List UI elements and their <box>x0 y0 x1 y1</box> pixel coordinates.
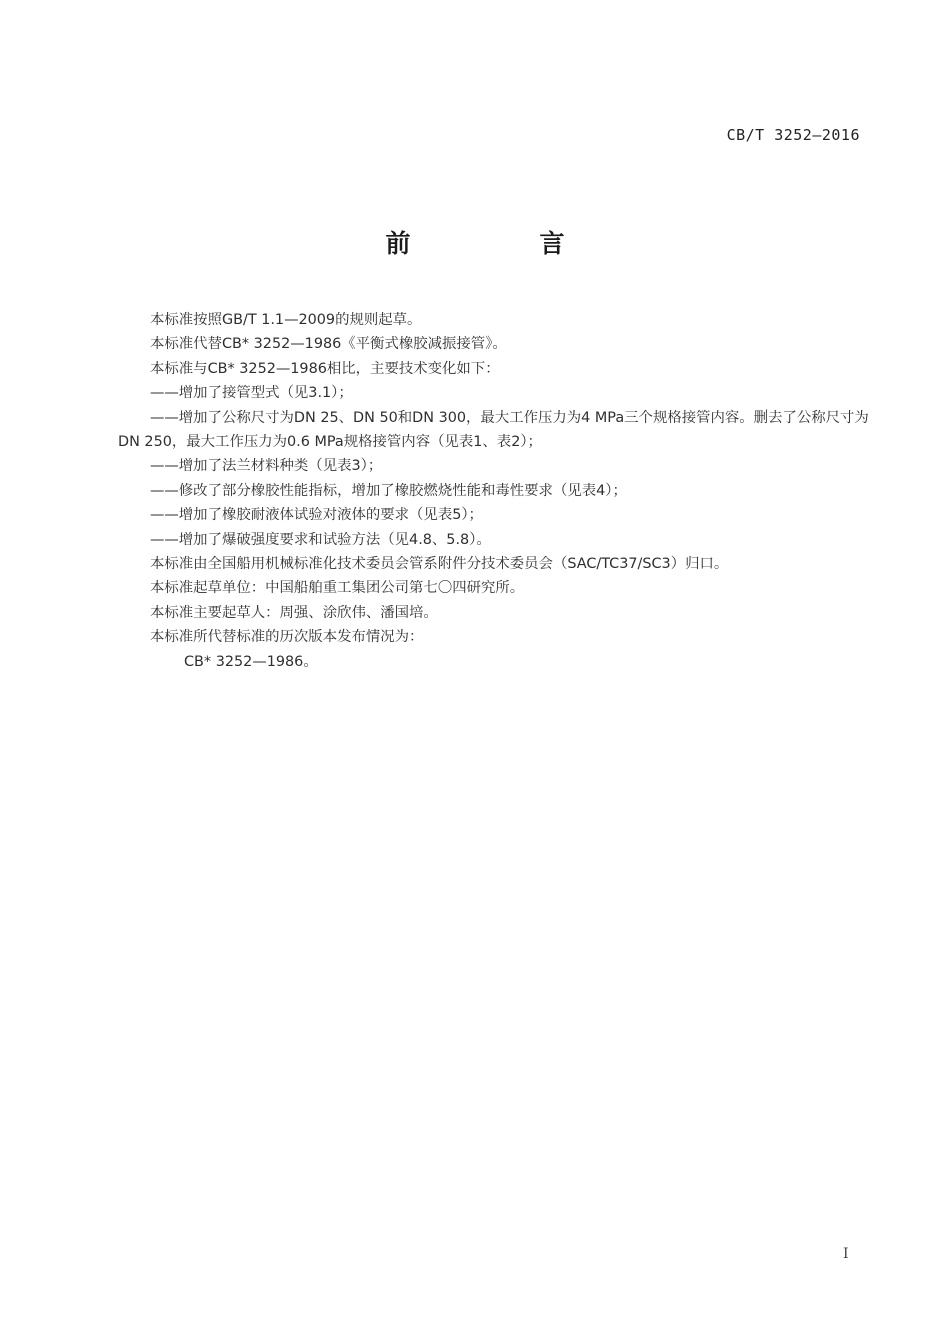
change-item: ——增加了爆破强度要求和试验方法（见4.8、5.8）。 <box>150 531 491 548</box>
page-number: I <box>843 1246 849 1262</box>
history-item: CB* 3252—1986。 <box>184 653 318 670</box>
paragraph-replaces: 本标准代替CB* 3252—1986《平衡式橡胶减振接管》。 <box>150 336 507 353</box>
page-title: 前 言 <box>385 229 617 258</box>
paragraph-changes-intro: 本标准与CB* 3252—1986相比，主要技术变化如下： <box>150 360 500 377</box>
paragraph-history-intro: 本标准所代替标准的历次版本发布情况为： <box>150 629 424 646</box>
paragraph-drafting-unit: 本标准起草单位：中国船舶重工集团公司第七〇四研究所。 <box>150 580 525 597</box>
paragraph-drafters: 本标准主要起草人：周强、涂欣伟、潘国培。 <box>150 604 438 621</box>
paragraph-drafting-rules: 本标准按照GB/T 1.1—2009的规则起草。 <box>150 312 422 328</box>
standard-number: CB/T 3252—2016 <box>726 126 860 144</box>
change-item: ——增加了橡胶耐液体试验对液体的要求（见表5）； <box>150 507 483 524</box>
paragraph-proposed-by: 本标准由全国船用机械标准化技术委员会管系附件分技术委员会（SAC/TC37/SC3）归口。 <box>150 556 729 573</box>
change-item: ——增加了接管型式（见3.1）； <box>150 385 353 402</box>
change-item: ——修改了部分橡胶性能指标，增加了橡胶燃烧性能和毒性要求（见表4）； <box>150 482 627 499</box>
foreword-body <box>118 308 870 674</box>
change-item: ——增加了公称尺寸为DN 25、DN 50和DN 300，最大工作压力为4 MPa三个规格接管内容。删去了公称尺寸为DN 250，最大工作压力为0.6 MPa规格接管内容（见表1、表2）； <box>118 409 869 451</box>
change-item: ——增加了法兰材料种类（见表3）； <box>150 458 383 475</box>
